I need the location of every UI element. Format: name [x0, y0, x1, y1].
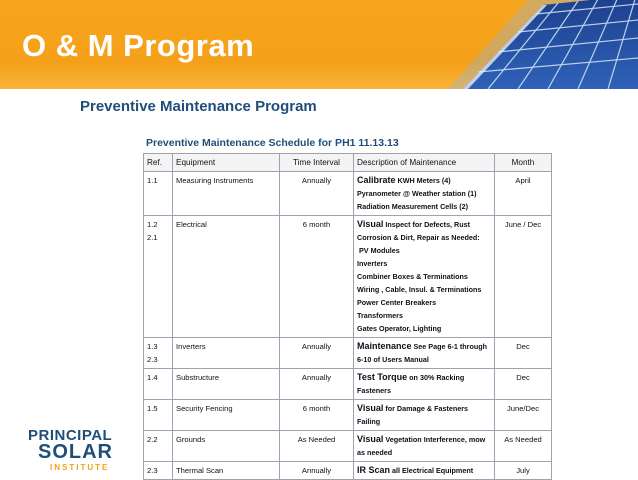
description-line: 6-10 of Users Manual: [357, 355, 429, 364]
ref-cell: [144, 338, 173, 369]
description-lead: Visual: [357, 403, 384, 413]
ref-value: 1.2: [147, 220, 158, 229]
description-text: See Page 6-1 through: [411, 342, 488, 351]
ref-cell: [144, 172, 173, 216]
column-header-month: Month: [495, 154, 552, 172]
description-cell: [354, 338, 495, 369]
description-cell: [354, 216, 495, 338]
description-line: Failing: [357, 417, 381, 426]
description-line: Corrosion & Dirt, Repair as Needed:: [357, 233, 480, 242]
description-text: Vegetation Interference, mow: [383, 435, 486, 444]
equipment-cell: Inverters: [173, 338, 280, 369]
equipment-cell: Security Fencing: [173, 400, 280, 431]
description-line: Combiner Boxes & Terminations: [357, 272, 468, 281]
interval-cell: 6 month: [280, 216, 354, 338]
ref-cell: [144, 400, 173, 431]
logo-line-1: PRINCIPAL: [28, 427, 113, 444]
description-line: PV Modules: [357, 246, 400, 255]
description-lead: Test Torque: [357, 372, 408, 382]
ref-value: 1.5: [147, 404, 158, 413]
column-header-interval: Time Interval: [280, 154, 354, 172]
interval-cell: Annually: [280, 338, 354, 369]
column-header-ref: Ref.: [144, 154, 173, 172]
description-line: Transformers: [357, 311, 403, 320]
month-cell: July: [495, 462, 552, 480]
description-text: Inspect for Defects, Rust: [383, 220, 471, 229]
column-header-description: Description of Maintenance: [354, 154, 495, 172]
logo-line-3: INSTITUTE: [50, 463, 110, 472]
interval-cell: As Needed: [280, 431, 354, 462]
description-text: KWH Meters (4): [395, 176, 451, 185]
description-cell: [354, 369, 495, 400]
table-title: Preventive Maintenance Schedule for PH1 11.13.13: [146, 137, 399, 149]
description-text: all Electrical Equipment: [390, 466, 474, 475]
description-text: on 30% Racking: [407, 373, 465, 382]
ref-value: 1.1: [147, 176, 158, 185]
description-line: Power Center Breakers: [357, 298, 437, 307]
description-lead: Calibrate: [357, 175, 396, 185]
month-cell: Dec: [495, 338, 552, 369]
page-title: O & M Program: [22, 28, 255, 63]
column-header-equipment: Equipment: [173, 154, 280, 172]
table-row: [144, 400, 552, 431]
month-cell: June / Dec: [495, 216, 552, 338]
equipment-cell: Measuring Instruments: [173, 172, 280, 216]
description-lead: Visual: [357, 219, 384, 229]
month-cell: April: [495, 172, 552, 216]
interval-cell: Annually: [280, 369, 354, 400]
ref-value: 2.2: [147, 435, 158, 444]
logo-line-2: SOLAR: [38, 441, 113, 463]
description-line: Inverters: [357, 259, 388, 268]
description-line: Pyranometer @ Weather station (1): [357, 189, 477, 198]
interval-cell: 6 month: [280, 400, 354, 431]
ref-cell: [144, 369, 173, 400]
solar-panels-graphic: [408, 0, 638, 89]
interval-cell: Annually: [280, 462, 354, 480]
description-line: Gates Operator, Lighting: [357, 324, 442, 333]
description-cell: [354, 172, 495, 216]
description-line: Wiring , Cable, Insul. & Terminations: [357, 285, 482, 294]
ref-value: 2.1: [147, 233, 158, 242]
month-cell: Dec: [495, 369, 552, 400]
maintenance-schedule-table: [143, 153, 552, 480]
description-line: Fasteners: [357, 386, 391, 395]
table-row: [144, 431, 552, 462]
table-row: [144, 216, 552, 338]
ref-value: 1.4: [147, 373, 158, 382]
equipment-cell: Grounds: [173, 431, 280, 462]
header-banner: [0, 0, 638, 89]
description-cell: [354, 462, 495, 480]
description-cell: [354, 400, 495, 431]
equipment-cell: Thermal Scan: [173, 462, 280, 480]
ref-value: 2.3: [147, 355, 158, 364]
description-text: for Damage & Fasteners: [383, 404, 469, 413]
table-row: [144, 369, 552, 400]
ref-cell: [144, 216, 173, 338]
equipment-cell: Substructure: [173, 369, 280, 400]
table-row: [144, 338, 552, 369]
table-row: [144, 172, 552, 216]
month-cell: June/Dec: [495, 400, 552, 431]
ref-value: 2.3: [147, 466, 158, 475]
table-row: [144, 462, 552, 480]
description-lead: Visual: [357, 434, 384, 444]
table-header-row: [144, 154, 552, 172]
description-line: as needed: [357, 448, 393, 457]
ref-cell: [144, 431, 173, 462]
section-subtitle: Preventive Maintenance Program: [80, 98, 317, 115]
ref-value: 1.3: [147, 342, 158, 351]
equipment-cell: Electrical: [173, 216, 280, 338]
description-lead: Maintenance: [357, 341, 412, 351]
description-cell: [354, 431, 495, 462]
description-line: Radiation Measurement Cells (2): [357, 202, 469, 211]
ref-cell: [144, 462, 173, 480]
description-lead: IR Scan: [357, 465, 391, 475]
month-cell: As Needed: [495, 431, 552, 462]
principal-solar-institute-logo: [28, 427, 138, 475]
interval-cell: Annually: [280, 172, 354, 216]
